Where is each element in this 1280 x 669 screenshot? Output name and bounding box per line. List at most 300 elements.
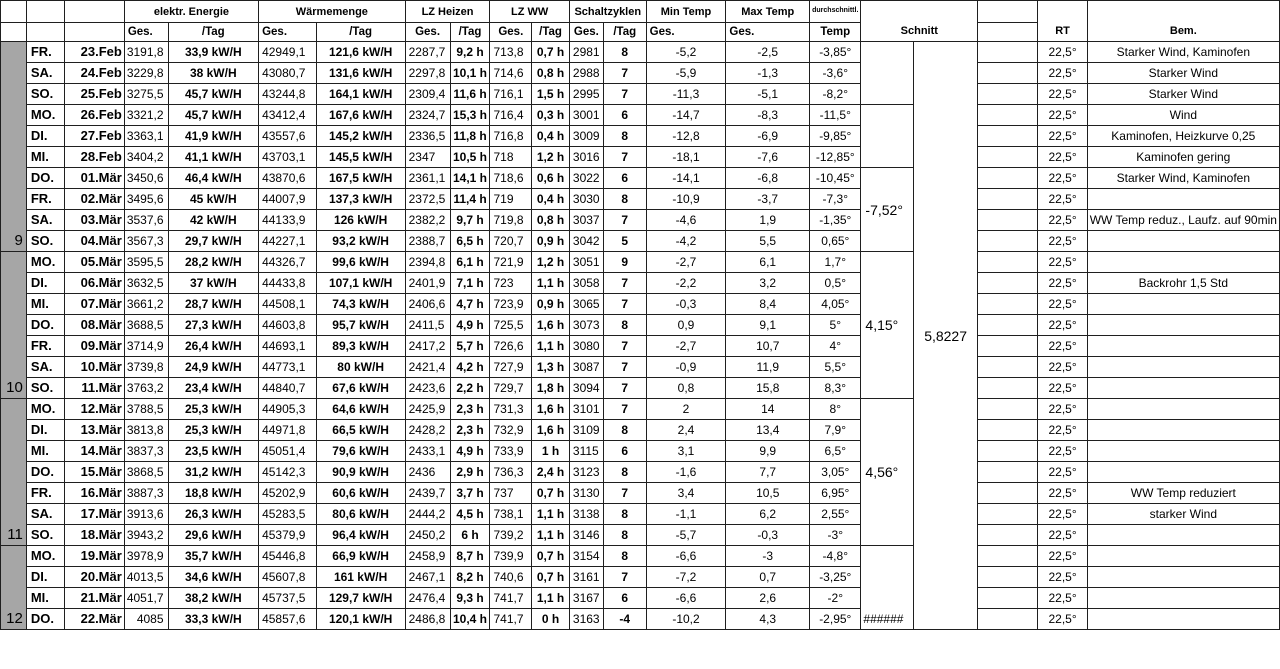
cell-min[interactable]: 3,4 bbox=[646, 483, 726, 504]
cell-avg[interactable]: -9,85° bbox=[810, 126, 861, 147]
empty-cell[interactable] bbox=[978, 357, 1038, 378]
cell-w-tag[interactable]: 90,9 kW/H bbox=[316, 462, 405, 483]
cell-w-tag[interactable]: 137,3 kW/H bbox=[316, 189, 405, 210]
empty-cell[interactable] bbox=[978, 84, 1038, 105]
day-cell[interactable]: SA. bbox=[26, 357, 65, 378]
cell-rt[interactable]: 22,5° bbox=[1038, 231, 1087, 252]
date-cell[interactable]: 08.Mär bbox=[65, 315, 124, 336]
cell-sz-ges[interactable]: 3058 bbox=[569, 273, 603, 294]
cell-lzw-ges[interactable]: 736,3 bbox=[490, 462, 532, 483]
date-cell[interactable]: 11.Mär bbox=[65, 378, 124, 399]
cell-lzh-tag[interactable]: 9,3 h bbox=[450, 588, 490, 609]
cell-max[interactable]: -6,9 bbox=[726, 126, 810, 147]
cell-min[interactable]: -14,7 bbox=[646, 105, 726, 126]
cell-avg[interactable]: 0,65° bbox=[810, 231, 861, 252]
cell-e-ges[interactable]: 3404,2 bbox=[124, 147, 168, 168]
cell-sz-tag[interactable]: 8 bbox=[603, 42, 646, 63]
cell-avg[interactable]: -3,25° bbox=[810, 567, 861, 588]
cell-w-ges[interactable]: 45051,4 bbox=[259, 441, 317, 462]
cell-min[interactable]: -2,2 bbox=[646, 273, 726, 294]
day-cell[interactable]: MI. bbox=[26, 441, 65, 462]
cell-lzh-tag[interactable]: 8,2 h bbox=[450, 567, 490, 588]
cell-sz-tag[interactable]: 6 bbox=[603, 168, 646, 189]
date-cell[interactable]: 23.Feb bbox=[65, 42, 124, 63]
cell-w-tag[interactable]: 89,3 kW/H bbox=[316, 336, 405, 357]
cell-min[interactable]: -14,1 bbox=[646, 168, 726, 189]
header-max-ges[interactable]: Ges. bbox=[726, 23, 810, 42]
cell-avg[interactable]: 6,5° bbox=[810, 441, 861, 462]
cell-lzw-ges[interactable]: 719 bbox=[490, 189, 532, 210]
cell-sz-tag[interactable]: 7 bbox=[603, 84, 646, 105]
week-average-cell[interactable]: -7,52° bbox=[861, 168, 914, 252]
cell-lzh-tag[interactable]: 10,4 h bbox=[450, 609, 490, 630]
cell-lzh-tag[interactable]: 4,9 h bbox=[450, 315, 490, 336]
cell-w-ges[interactable]: 44007,9 bbox=[259, 189, 317, 210]
cell-lzw-tag[interactable]: 0,7 h bbox=[532, 567, 570, 588]
empty-cell[interactable] bbox=[978, 546, 1038, 567]
cell-avg[interactable]: 8° bbox=[810, 399, 861, 420]
cell-lzh-ges[interactable]: 2382,2 bbox=[405, 210, 450, 231]
cell-sz-ges[interactable]: 3073 bbox=[569, 315, 603, 336]
empty-cell[interactable] bbox=[978, 504, 1038, 525]
cell-w-tag[interactable]: 126 kW/H bbox=[316, 210, 405, 231]
date-cell[interactable]: 21.Mär bbox=[65, 588, 124, 609]
cell-lzh-ges[interactable]: 2433,1 bbox=[405, 441, 450, 462]
cell-e-ges[interactable]: 4085 bbox=[124, 609, 168, 630]
cell-lzw-tag[interactable]: 0,4 h bbox=[532, 189, 570, 210]
header-lzw-tag[interactable]: /Tag bbox=[532, 23, 570, 42]
cell-max[interactable]: -6,8 bbox=[726, 168, 810, 189]
cell-lzw-tag[interactable]: 1 h bbox=[532, 441, 570, 462]
cell-lzw-ges[interactable]: 713,8 bbox=[490, 42, 532, 63]
cell-lzh-ges[interactable]: 2372,5 bbox=[405, 189, 450, 210]
day-cell[interactable]: DO. bbox=[26, 462, 65, 483]
cell-e-ges[interactable]: 3887,3 bbox=[124, 483, 168, 504]
date-cell[interactable]: 16.Mär bbox=[65, 483, 124, 504]
cell-w-tag[interactable]: 95,7 kW/H bbox=[316, 315, 405, 336]
day-cell[interactable]: MI. bbox=[26, 588, 65, 609]
day-cell[interactable]: MI. bbox=[26, 147, 65, 168]
cell-lzh-ges[interactable]: 2336,5 bbox=[405, 126, 450, 147]
cell-lzh-tag[interactable]: 5,7 h bbox=[450, 336, 490, 357]
cell-w-tag[interactable]: 80,6 kW/H bbox=[316, 504, 405, 525]
cell-lzw-ges[interactable]: 725,5 bbox=[490, 315, 532, 336]
cell-sz-tag[interactable]: 7 bbox=[603, 210, 646, 231]
cell-w-tag[interactable]: 66,9 kW/H bbox=[316, 546, 405, 567]
header-durchschnitt[interactable]: durchschnittl. bbox=[810, 1, 861, 23]
date-cell[interactable]: 01.Mär bbox=[65, 168, 124, 189]
date-cell[interactable]: 15.Mär bbox=[65, 462, 124, 483]
day-cell[interactable]: SA. bbox=[26, 63, 65, 84]
header-waerme-tag[interactable]: /Tag bbox=[316, 23, 405, 42]
cell-rt[interactable]: 22,5° bbox=[1038, 273, 1087, 294]
cell-w-ges[interactable]: 43703,1 bbox=[259, 147, 317, 168]
cell-min[interactable]: -5,7 bbox=[646, 525, 726, 546]
cell-bem[interactable] bbox=[1087, 567, 1279, 588]
cell-min[interactable]: -6,6 bbox=[646, 588, 726, 609]
header-min-temp[interactable]: Min Temp bbox=[646, 1, 726, 23]
cell-avg[interactable]: -11,5° bbox=[810, 105, 861, 126]
cell-lzw-ges[interactable]: 732,9 bbox=[490, 420, 532, 441]
cell-min[interactable]: -12,8 bbox=[646, 126, 726, 147]
cell-lzh-ges[interactable]: 2394,8 bbox=[405, 252, 450, 273]
header-lzw-ges[interactable]: Ges. bbox=[490, 23, 532, 42]
cell-e-ges[interactable]: 3661,2 bbox=[124, 294, 168, 315]
cell-e-tag[interactable]: 24,9 kW/H bbox=[168, 357, 259, 378]
cell-bem[interactable]: Starker Wind bbox=[1087, 63, 1279, 84]
day-cell[interactable]: SO. bbox=[26, 231, 65, 252]
cell-e-ges[interactable]: 3229,8 bbox=[124, 63, 168, 84]
cell-sz-tag[interactable]: 7 bbox=[603, 336, 646, 357]
empty-cell[interactable] bbox=[978, 210, 1038, 231]
cell-sz-ges[interactable]: 2981 bbox=[569, 42, 603, 63]
date-cell[interactable]: 20.Mär bbox=[65, 567, 124, 588]
cell-lzh-tag[interactable]: 11,6 h bbox=[450, 84, 490, 105]
date-cell[interactable]: 24.Feb bbox=[65, 63, 124, 84]
cell-lzh-ges[interactable]: 2388,7 bbox=[405, 231, 450, 252]
cell-sz-ges[interactable]: 3009 bbox=[569, 126, 603, 147]
cell-sz-ges[interactable]: 3163 bbox=[569, 609, 603, 630]
cell-e-tag[interactable]: 28,7 kW/H bbox=[168, 294, 259, 315]
cell-lzw-ges[interactable]: 731,3 bbox=[490, 399, 532, 420]
cell-max[interactable]: 10,7 bbox=[726, 336, 810, 357]
cell-rt[interactable]: 22,5° bbox=[1038, 168, 1087, 189]
cell-e-ges[interactable]: 3913,6 bbox=[124, 504, 168, 525]
cell-max[interactable]: 3,2 bbox=[726, 273, 810, 294]
day-cell[interactable]: SA. bbox=[26, 504, 65, 525]
cell-w-ges[interactable]: 45607,8 bbox=[259, 567, 317, 588]
cell-w-ges[interactable]: 44433,8 bbox=[259, 273, 317, 294]
cell-lzh-ges[interactable]: 2417,2 bbox=[405, 336, 450, 357]
header-cell[interactable] bbox=[1, 23, 27, 42]
cell-e-ges[interactable]: 3837,3 bbox=[124, 441, 168, 462]
cell-lzh-tag[interactable]: 11,4 h bbox=[450, 189, 490, 210]
cell-w-tag[interactable]: 164,1 kW/H bbox=[316, 84, 405, 105]
date-cell[interactable]: 05.Mär bbox=[65, 252, 124, 273]
day-cell[interactable]: FR. bbox=[26, 483, 65, 504]
week-average-cell[interactable]: 4,56° bbox=[861, 399, 914, 546]
cell-lzh-tag[interactable]: 2,9 h bbox=[450, 462, 490, 483]
cell-rt[interactable]: 22,5° bbox=[1038, 42, 1087, 63]
cell-bem[interactable]: Kaminofen gering bbox=[1087, 147, 1279, 168]
cell-bem[interactable] bbox=[1087, 441, 1279, 462]
cell-sz-ges[interactable]: 3094 bbox=[569, 378, 603, 399]
day-cell[interactable]: DI. bbox=[26, 567, 65, 588]
cell-avg[interactable]: -2° bbox=[810, 588, 861, 609]
cell-lzw-ges[interactable]: 737 bbox=[490, 483, 532, 504]
cell-e-ges[interactable]: 3495,6 bbox=[124, 189, 168, 210]
cell-lzh-ges[interactable]: 2401,9 bbox=[405, 273, 450, 294]
cell-e-tag[interactable]: 42 kW/H bbox=[168, 210, 259, 231]
cell-bem[interactable]: Starker Wind, Kaminofen bbox=[1087, 168, 1279, 189]
cell-lzh-tag[interactable]: 4,9 h bbox=[450, 441, 490, 462]
cell-w-ges[interactable]: 43412,4 bbox=[259, 105, 317, 126]
cell-min[interactable]: -2,7 bbox=[646, 336, 726, 357]
cell-lzh-tag[interactable]: 11,8 h bbox=[450, 126, 490, 147]
cell-e-ges[interactable]: 3191,8 bbox=[124, 42, 168, 63]
cell-min[interactable]: -18,1 bbox=[646, 147, 726, 168]
empty-cell[interactable] bbox=[978, 252, 1038, 273]
cell-rt[interactable]: 22,5° bbox=[1038, 147, 1087, 168]
cell-rt[interactable]: 22,5° bbox=[1038, 567, 1087, 588]
cell-e-tag[interactable]: 23,4 kW/H bbox=[168, 378, 259, 399]
date-cell[interactable]: 03.Mär bbox=[65, 210, 124, 231]
cell-w-ges[interactable]: 45142,3 bbox=[259, 462, 317, 483]
cell-sz-tag[interactable]: 8 bbox=[603, 462, 646, 483]
cell-bem[interactable] bbox=[1087, 546, 1279, 567]
cell-e-ges[interactable]: 3763,2 bbox=[124, 378, 168, 399]
cell-lzh-tag[interactable]: 10,5 h bbox=[450, 147, 490, 168]
header-waerme-ges[interactable]: Ges. bbox=[259, 23, 317, 42]
cell-max[interactable]: 2,6 bbox=[726, 588, 810, 609]
cell-w-tag[interactable]: 145,5 kW/H bbox=[316, 147, 405, 168]
day-cell[interactable]: DI. bbox=[26, 126, 65, 147]
cell-sz-ges[interactable]: 3030 bbox=[569, 189, 603, 210]
empty-cell[interactable] bbox=[978, 399, 1038, 420]
cell-bem[interactable] bbox=[1087, 189, 1279, 210]
date-cell[interactable]: 27.Feb bbox=[65, 126, 124, 147]
cell-lzh-tag[interactable]: 3,7 h bbox=[450, 483, 490, 504]
cell-e-tag[interactable]: 23,5 kW/H bbox=[168, 441, 259, 462]
cell-lzw-tag[interactable]: 1,2 h bbox=[532, 252, 570, 273]
cell-min[interactable]: -11,3 bbox=[646, 84, 726, 105]
cell-min[interactable]: -7,2 bbox=[646, 567, 726, 588]
day-cell[interactable]: DO. bbox=[26, 315, 65, 336]
cell-max[interactable]: 0,7 bbox=[726, 567, 810, 588]
cell-w-tag[interactable]: 121,6 kW/H bbox=[316, 42, 405, 63]
cell-w-tag[interactable]: 67,6 kW/H bbox=[316, 378, 405, 399]
cell-sz-ges[interactable]: 3065 bbox=[569, 294, 603, 315]
cell-e-tag[interactable]: 25,3 kW/H bbox=[168, 399, 259, 420]
date-cell[interactable]: 22.Mär bbox=[65, 609, 124, 630]
cell-min[interactable]: 2 bbox=[646, 399, 726, 420]
cell-avg[interactable]: 8,3° bbox=[810, 378, 861, 399]
empty-cell[interactable] bbox=[978, 378, 1038, 399]
day-cell[interactable]: SO. bbox=[26, 378, 65, 399]
empty-cell[interactable] bbox=[978, 63, 1038, 84]
cell-w-tag[interactable]: 79,6 kW/H bbox=[316, 441, 405, 462]
cell-lzh-ges[interactable]: 2458,9 bbox=[405, 546, 450, 567]
cell-sz-ges[interactable]: 3115 bbox=[569, 441, 603, 462]
cell-w-ges[interactable]: 44971,8 bbox=[259, 420, 317, 441]
empty-cell[interactable] bbox=[978, 420, 1038, 441]
cell-avg[interactable]: -1,35° bbox=[810, 210, 861, 231]
header-rt[interactable]: RT bbox=[1038, 1, 1087, 42]
cell-min[interactable]: -6,6 bbox=[646, 546, 726, 567]
cell-sz-tag[interactable]: -4 bbox=[603, 609, 646, 630]
week-number-cell[interactable]: 9 bbox=[1, 42, 27, 252]
day-cell[interactable]: MI. bbox=[26, 294, 65, 315]
empty-cell[interactable] bbox=[978, 231, 1038, 252]
cell-avg[interactable]: 0,5° bbox=[810, 273, 861, 294]
cell-sz-ges[interactable]: 2988 bbox=[569, 63, 603, 84]
cell-w-ges[interactable]: 44905,3 bbox=[259, 399, 317, 420]
cell-lzh-tag[interactable]: 7,1 h bbox=[450, 273, 490, 294]
cell-avg[interactable]: -3° bbox=[810, 525, 861, 546]
day-cell[interactable]: DI. bbox=[26, 273, 65, 294]
cell-avg[interactable]: 6,95° bbox=[810, 483, 861, 504]
cell-lzh-ges[interactable]: 2476,4 bbox=[405, 588, 450, 609]
cell-min[interactable]: -10,2 bbox=[646, 609, 726, 630]
total-average-cell[interactable]: 5,8227 bbox=[914, 42, 978, 630]
cell-e-ges[interactable]: 3363,1 bbox=[124, 126, 168, 147]
cell-lzh-ges[interactable]: 2361,1 bbox=[405, 168, 450, 189]
cell-e-tag[interactable]: 18,8 kW/H bbox=[168, 483, 259, 504]
cell-lzw-tag[interactable]: 0,4 h bbox=[532, 126, 570, 147]
cell-w-tag[interactable]: 161 kW/H bbox=[316, 567, 405, 588]
cell-e-tag[interactable]: 25,3 kW/H bbox=[168, 420, 259, 441]
header-cell[interactable] bbox=[978, 23, 1038, 42]
cell-sz-tag[interactable]: 8 bbox=[603, 126, 646, 147]
cell-w-tag[interactable]: 93,2 kW/H bbox=[316, 231, 405, 252]
header-cell[interactable] bbox=[26, 23, 65, 42]
cell-e-tag[interactable]: 28,2 kW/H bbox=[168, 252, 259, 273]
empty-cell[interactable] bbox=[861, 105, 914, 168]
cell-min[interactable]: 2,4 bbox=[646, 420, 726, 441]
cell-min[interactable]: -1,6 bbox=[646, 462, 726, 483]
cell-lzh-tag[interactable]: 2,3 h bbox=[450, 420, 490, 441]
cell-bem[interactable] bbox=[1087, 378, 1279, 399]
cell-avg[interactable]: -8,2° bbox=[810, 84, 861, 105]
cell-lzh-ges[interactable]: 2309,4 bbox=[405, 84, 450, 105]
cell-avg[interactable]: -2,95° bbox=[810, 609, 861, 630]
cell-w-tag[interactable]: 99,6 kW/H bbox=[316, 252, 405, 273]
cell-lzw-tag[interactable]: 0,9 h bbox=[532, 231, 570, 252]
cell-lzh-tag[interactable]: 14,1 h bbox=[450, 168, 490, 189]
header-schaltzyklen[interactable]: Schaltzyklen bbox=[569, 1, 646, 23]
cell-sz-tag[interactable]: 8 bbox=[603, 525, 646, 546]
header-cell[interactable] bbox=[978, 1, 1038, 23]
cell-sz-tag[interactable]: 8 bbox=[603, 420, 646, 441]
cell-lzh-tag[interactable]: 6,5 h bbox=[450, 231, 490, 252]
cell-bem[interactable] bbox=[1087, 609, 1279, 630]
empty-cell[interactable] bbox=[978, 42, 1038, 63]
cell-sz-tag[interactable]: 8 bbox=[603, 546, 646, 567]
cell-e-ges[interactable]: 3537,6 bbox=[124, 210, 168, 231]
cell-rt[interactable]: 22,5° bbox=[1038, 336, 1087, 357]
day-cell[interactable]: DO. bbox=[26, 609, 65, 630]
week-average-cell[interactable]: 4,15° bbox=[861, 252, 914, 399]
cell-min[interactable]: 3,1 bbox=[646, 441, 726, 462]
cell-rt[interactable]: 22,5° bbox=[1038, 84, 1087, 105]
header-lz-ww[interactable]: LZ WW bbox=[490, 1, 569, 23]
header-cell[interactable] bbox=[65, 1, 124, 23]
cell-e-ges[interactable]: 3567,3 bbox=[124, 231, 168, 252]
empty-cell[interactable] bbox=[978, 126, 1038, 147]
cell-bem[interactable] bbox=[1087, 588, 1279, 609]
cell-lzh-ges[interactable]: 2421,4 bbox=[405, 357, 450, 378]
cell-lzw-ges[interactable]: 733,9 bbox=[490, 441, 532, 462]
cell-max[interactable]: -2,5 bbox=[726, 42, 810, 63]
cell-max[interactable]: -7,6 bbox=[726, 147, 810, 168]
cell-bem[interactable]: Starker Wind, Kaminofen bbox=[1087, 42, 1279, 63]
cell-sz-ges[interactable]: 3080 bbox=[569, 336, 603, 357]
cell-e-tag[interactable]: 31,2 kW/H bbox=[168, 462, 259, 483]
cell-bem[interactable]: WW Temp reduz., Laufz. auf 90min bbox=[1087, 210, 1279, 231]
empty-cell[interactable] bbox=[978, 315, 1038, 336]
cell-w-tag[interactable]: 74,3 kW/H bbox=[316, 294, 405, 315]
empty-cell[interactable] bbox=[978, 189, 1038, 210]
cell-lzw-ges[interactable]: 716,4 bbox=[490, 105, 532, 126]
cell-sz-tag[interactable]: 8 bbox=[603, 315, 646, 336]
cell-max[interactable]: 9,1 bbox=[726, 315, 810, 336]
cell-rt[interactable]: 22,5° bbox=[1038, 504, 1087, 525]
date-cell[interactable]: 09.Mär bbox=[65, 336, 124, 357]
cell-bem[interactable] bbox=[1087, 294, 1279, 315]
cell-max[interactable]: 9,9 bbox=[726, 441, 810, 462]
date-cell[interactable]: 12.Mär bbox=[65, 399, 124, 420]
cell-lzh-ges[interactable]: 2411,5 bbox=[405, 315, 450, 336]
cell-lzw-tag[interactable]: 1,1 h bbox=[532, 336, 570, 357]
cell-w-ges[interactable]: 44326,7 bbox=[259, 252, 317, 273]
cell-rt[interactable]: 22,5° bbox=[1038, 126, 1087, 147]
cell-bem[interactable] bbox=[1087, 462, 1279, 483]
empty-cell[interactable] bbox=[978, 462, 1038, 483]
cell-lzh-ges[interactable]: 2467,1 bbox=[405, 567, 450, 588]
cell-rt[interactable]: 22,5° bbox=[1038, 441, 1087, 462]
empty-cell[interactable] bbox=[978, 294, 1038, 315]
cell-lzw-ges[interactable]: 716,1 bbox=[490, 84, 532, 105]
cell-rt[interactable]: 22,5° bbox=[1038, 357, 1087, 378]
cell-bem[interactable]: Starker Wind bbox=[1087, 84, 1279, 105]
cell-lzw-ges[interactable]: 723,9 bbox=[490, 294, 532, 315]
cell-lzh-tag[interactable]: 15,3 h bbox=[450, 105, 490, 126]
cell-lzw-tag[interactable]: 1,8 h bbox=[532, 378, 570, 399]
cell-e-ges[interactable]: 3788,5 bbox=[124, 399, 168, 420]
cell-e-tag[interactable]: 29,7 kW/H bbox=[168, 231, 259, 252]
cell-e-tag[interactable]: 41,1 kW/H bbox=[168, 147, 259, 168]
cell-bem[interactable] bbox=[1087, 252, 1279, 273]
day-cell[interactable]: SA. bbox=[26, 210, 65, 231]
cell-w-tag[interactable]: 167,6 kW/H bbox=[316, 105, 405, 126]
day-cell[interactable]: SO. bbox=[26, 525, 65, 546]
cell-w-tag[interactable]: 80 kW/H bbox=[316, 357, 405, 378]
cell-lzh-tag[interactable]: 4,7 h bbox=[450, 294, 490, 315]
cell-w-ges[interactable]: 42949,1 bbox=[259, 42, 317, 63]
cell-w-ges[interactable]: 45737,5 bbox=[259, 588, 317, 609]
cell-w-ges[interactable]: 45857,6 bbox=[259, 609, 317, 630]
cell-sz-ges[interactable]: 3123 bbox=[569, 462, 603, 483]
cell-sz-ges[interactable]: 2995 bbox=[569, 84, 603, 105]
cell-rt[interactable]: 22,5° bbox=[1038, 420, 1087, 441]
cell-sz-ges[interactable]: 3087 bbox=[569, 357, 603, 378]
cell-e-tag[interactable]: 35,7 kW/H bbox=[168, 546, 259, 567]
cell-lzw-ges[interactable]: 738,1 bbox=[490, 504, 532, 525]
date-cell[interactable]: 26.Feb bbox=[65, 105, 124, 126]
cell-w-tag[interactable]: 64,6 kW/H bbox=[316, 399, 405, 420]
cell-lzw-tag[interactable]: 1,6 h bbox=[532, 399, 570, 420]
cell-rt[interactable]: 22,5° bbox=[1038, 588, 1087, 609]
cell-rt[interactable]: 22,5° bbox=[1038, 315, 1087, 336]
header-lzh-ges[interactable]: Ges. bbox=[405, 23, 450, 42]
week-number-cell[interactable]: 12 bbox=[1, 546, 27, 630]
date-cell[interactable]: 17.Mär bbox=[65, 504, 124, 525]
cell-rt[interactable]: 22,5° bbox=[1038, 483, 1087, 504]
cell-lzh-tag[interactable]: 8,7 h bbox=[450, 546, 490, 567]
cell-max[interactable]: 14 bbox=[726, 399, 810, 420]
empty-cell[interactable] bbox=[978, 105, 1038, 126]
empty-cell[interactable] bbox=[978, 336, 1038, 357]
cell-lzw-tag[interactable]: 1,6 h bbox=[532, 315, 570, 336]
cell-sz-tag[interactable]: 7 bbox=[603, 294, 646, 315]
cell-bem[interactable] bbox=[1087, 231, 1279, 252]
cell-avg[interactable]: 5° bbox=[810, 315, 861, 336]
cell-sz-tag[interactable]: 5 bbox=[603, 231, 646, 252]
cell-min[interactable]: -1,1 bbox=[646, 504, 726, 525]
cell-max[interactable]: 6,2 bbox=[726, 504, 810, 525]
cell-bem[interactable]: Backrohr 1,5 Std bbox=[1087, 273, 1279, 294]
cell-sz-tag[interactable]: 6 bbox=[603, 441, 646, 462]
